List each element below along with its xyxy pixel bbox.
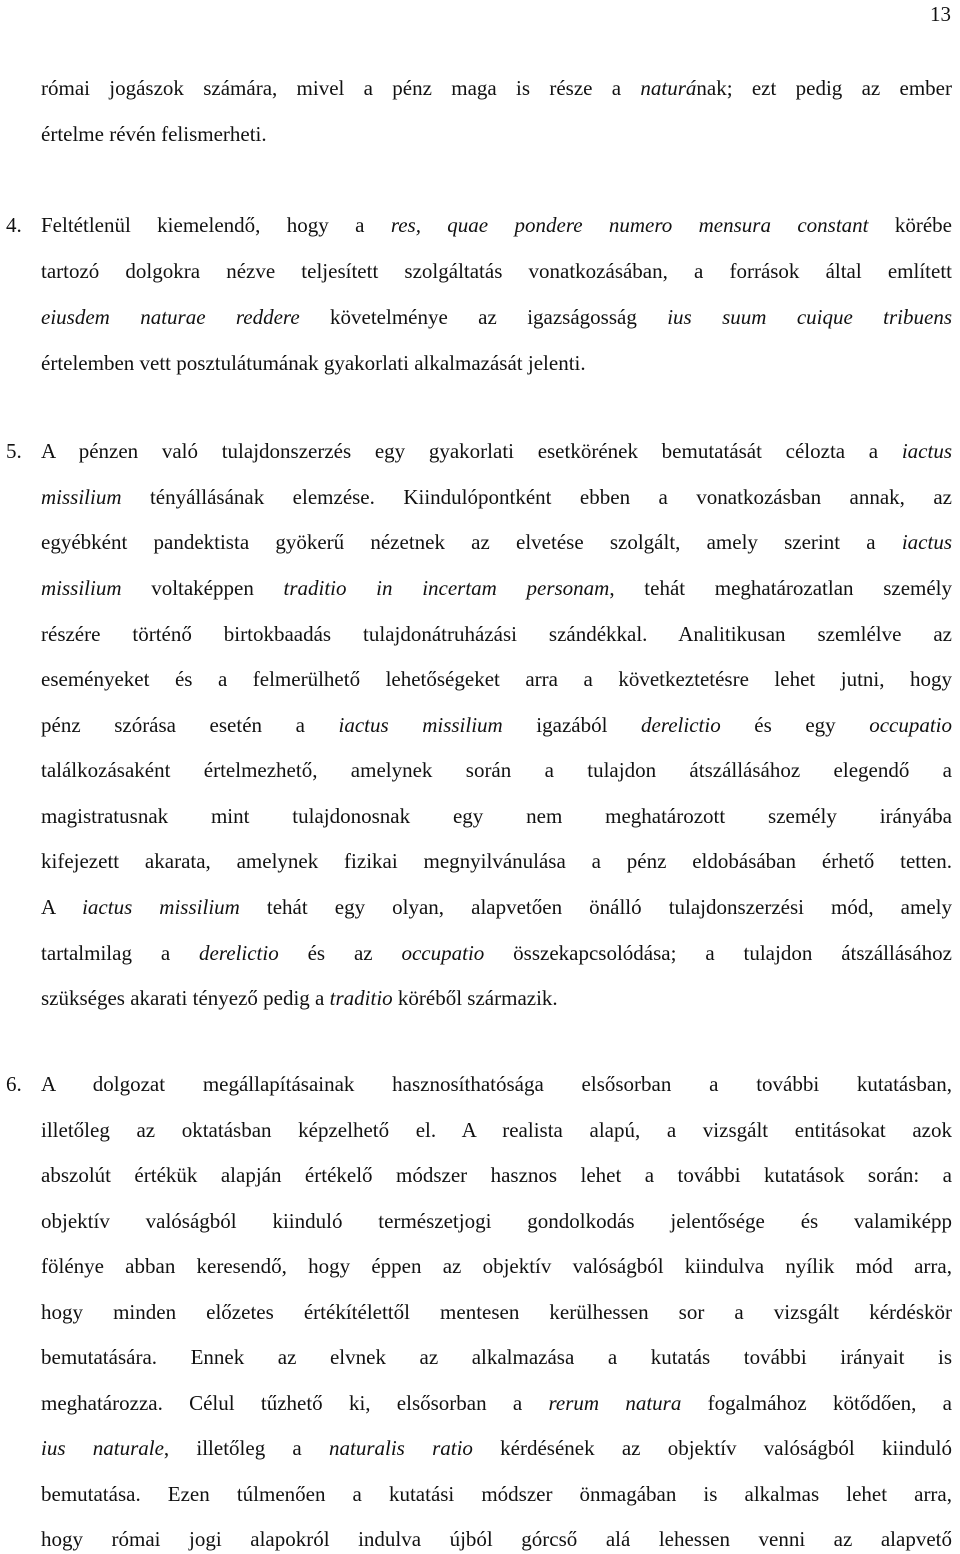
text-run: római jogászok számára, mivel a pénz maga is része a — [41, 76, 641, 100]
text-line — [41, 755, 952, 785]
paragraph-number: 6. — [6, 1072, 22, 1096]
text-run: A — [41, 895, 83, 919]
text-line — [41, 348, 952, 378]
text-run: köréből származik. — [392, 986, 558, 1010]
text-run: tényállásának elemzése. Kiindulópontként ebben a vonatkozásban annak, az — [121, 485, 952, 509]
text-line — [41, 436, 952, 466]
text-line — [41, 482, 952, 512]
text-run: bemutatása. Ezen túlmenően a kutatási módszer önmagában is alkalmas lehet arra, — [41, 1482, 952, 1506]
text-line — [41, 119, 952, 149]
text-run: nak; ezt pedig az ember — [696, 76, 952, 100]
text-run: pénz szórása esetén a — [41, 713, 339, 737]
text-run: hogy minden előzetes értékítélettől mentesen kerülhessen sor a vizsgált kérdéskör — [41, 1300, 952, 1324]
text-line — [41, 1115, 952, 1145]
text-line — [41, 1342, 952, 1372]
text-run: igazából — [502, 713, 641, 737]
text-run: , illetőleg a — [163, 1436, 329, 1460]
text-run: illetőleg az oktatásban képzelhető el. A realista alapú, a vizsgált entitásokat azok — [41, 1118, 952, 1142]
text-run: és egy — [720, 713, 870, 737]
paragraph-number: 4. — [6, 213, 22, 237]
text-line — [41, 846, 952, 876]
text-run: kifejezett akarata, amelynek fizikai megnyilvánulása a pénz eldobásában érhető tetten. — [41, 849, 952, 873]
text-line — [41, 1297, 952, 1327]
text-run: meghatározza. Célul tűzhető ki, elsősorban a — [41, 1391, 549, 1415]
text-run: kérdésének az objektív valóságból kiinduló — [472, 1436, 953, 1460]
italic-term: derelictio — [199, 941, 279, 965]
text-run: magistratusnak mint tulajdonosnak egy nem meghatározott személy irányába — [41, 804, 952, 828]
italic-term: res, quae pondere numero mensura constant — [390, 213, 869, 237]
italic-term: derelictio — [641, 713, 721, 737]
text-run: egyébként pandektista gyökerű nézetnek az elvetése szolgált, amely szerint a — [41, 530, 902, 554]
paragraph-number: 5. — [6, 439, 22, 463]
text-run: Feltétlenül kiemelendő, hogy a — [41, 213, 391, 237]
text-line — [41, 73, 952, 103]
text-line — [41, 1388, 952, 1418]
italic-term: naturá — [640, 76, 697, 100]
text-run: fogalmához kötődően, a — [681, 1391, 953, 1415]
italic-term: eiusdem naturae reddere — [41, 305, 300, 329]
text-line — [41, 1160, 952, 1190]
italic-term: ius suum cuique tribuens — [667, 305, 952, 329]
text-run: részére történő birtokbaadás tulajdonátruházási szándékkal. Analitikusan szemlélve az — [41, 622, 952, 646]
italic-term: occupatio — [401, 941, 485, 965]
text-line — [41, 302, 952, 332]
italic-term: missilium — [41, 485, 122, 509]
italic-term: ius naturale — [41, 1436, 164, 1460]
text-run: tartozó dolgokra nézve teljesített szolgáltatás vonatkozásában, a források által említett — [41, 259, 952, 283]
text-run: fölénye abban keresendő, hogy éppen az objektív valóságból kiindulva nyílik mód arra, — [41, 1254, 952, 1278]
text-line — [41, 1479, 952, 1509]
page-number: 13 — [930, 2, 951, 26]
text-line — [41, 1206, 952, 1236]
italic-term: iactus — [901, 530, 952, 554]
text-line — [41, 710, 952, 740]
text-line — [41, 527, 952, 557]
text-run: találkozásaként értelmezhető, amelynek során a tulajdon átszállásához elegendő a — [41, 758, 952, 782]
text-line — [41, 1251, 952, 1281]
italic-term: iactus — [901, 439, 952, 463]
text-run: és az — [278, 941, 402, 965]
text-run: A pénzen való tulajdonszerzés egy gyakorlati esetkörének bemutatását célozta a — [41, 439, 902, 463]
text-run: voltaképpen — [121, 576, 284, 600]
text-line — [41, 801, 952, 831]
text-run: tehát egy olyan, alapvetően önálló tulajdonszerzési mód, amely — [239, 895, 952, 919]
text-run: követelménye az igazságosság — [299, 305, 668, 329]
text-line — [41, 1069, 952, 1099]
text-line — [41, 664, 952, 694]
text-run: tartalmilag a — [41, 941, 200, 965]
text-run: értelemben vett posztulátumának gyakorlati alkalmazását jelenti. — [41, 351, 586, 375]
italic-term: missilium — [41, 576, 122, 600]
italic-term: traditio — [329, 986, 393, 1010]
text-run: bemutatására. Ennek az elvnek az alkalmazása a kutatás további irányait is — [41, 1345, 952, 1369]
text-run: A dolgozat megállapításainak hasznosíthatósága elsősorban a további kutatásban, — [41, 1072, 952, 1096]
italic-term: iactus missilium — [82, 895, 240, 919]
italic-term: occupatio — [869, 713, 953, 737]
italic-term: iactus missilium — [338, 713, 503, 737]
text-run: eseményeket és a felmerülhető lehetőségeket arra a következtetésre lehet jutni, hogy — [41, 667, 952, 691]
text-run: értelme révén felismerheti. — [41, 122, 267, 146]
text-line — [41, 1524, 952, 1554]
italic-term: rerum natura — [548, 1391, 682, 1415]
text-run: összekapcsolódása; a tulajdon átszállásához — [484, 941, 952, 965]
italic-term: naturalis ratio — [329, 1436, 473, 1460]
text-line — [41, 210, 952, 240]
text-line — [41, 938, 952, 968]
italic-term: traditio in incertam personam — [283, 576, 610, 600]
text-run: körébe — [868, 213, 952, 237]
text-line — [41, 619, 952, 649]
text-run: objektív valóságból kiinduló természetjogi gondolkodás jelentősége és valamiképp — [41, 1209, 952, 1233]
text-line — [41, 892, 952, 922]
text-run: hogy római jogi alapokról indulva újból górcső alá lehessen venni az alapvető — [41, 1527, 952, 1551]
text-run: abszolút értékük alapján értékelő módszer hasznos lehet a további kutatások során: a — [41, 1163, 952, 1187]
text-line — [41, 983, 952, 1013]
text-line — [41, 256, 952, 286]
text-line — [41, 1433, 952, 1463]
text-run: szükséges akarati tényező pedig a — [41, 986, 330, 1010]
text-line — [41, 573, 952, 603]
text-run: , tehát meghatározatlan személy — [609, 576, 953, 600]
